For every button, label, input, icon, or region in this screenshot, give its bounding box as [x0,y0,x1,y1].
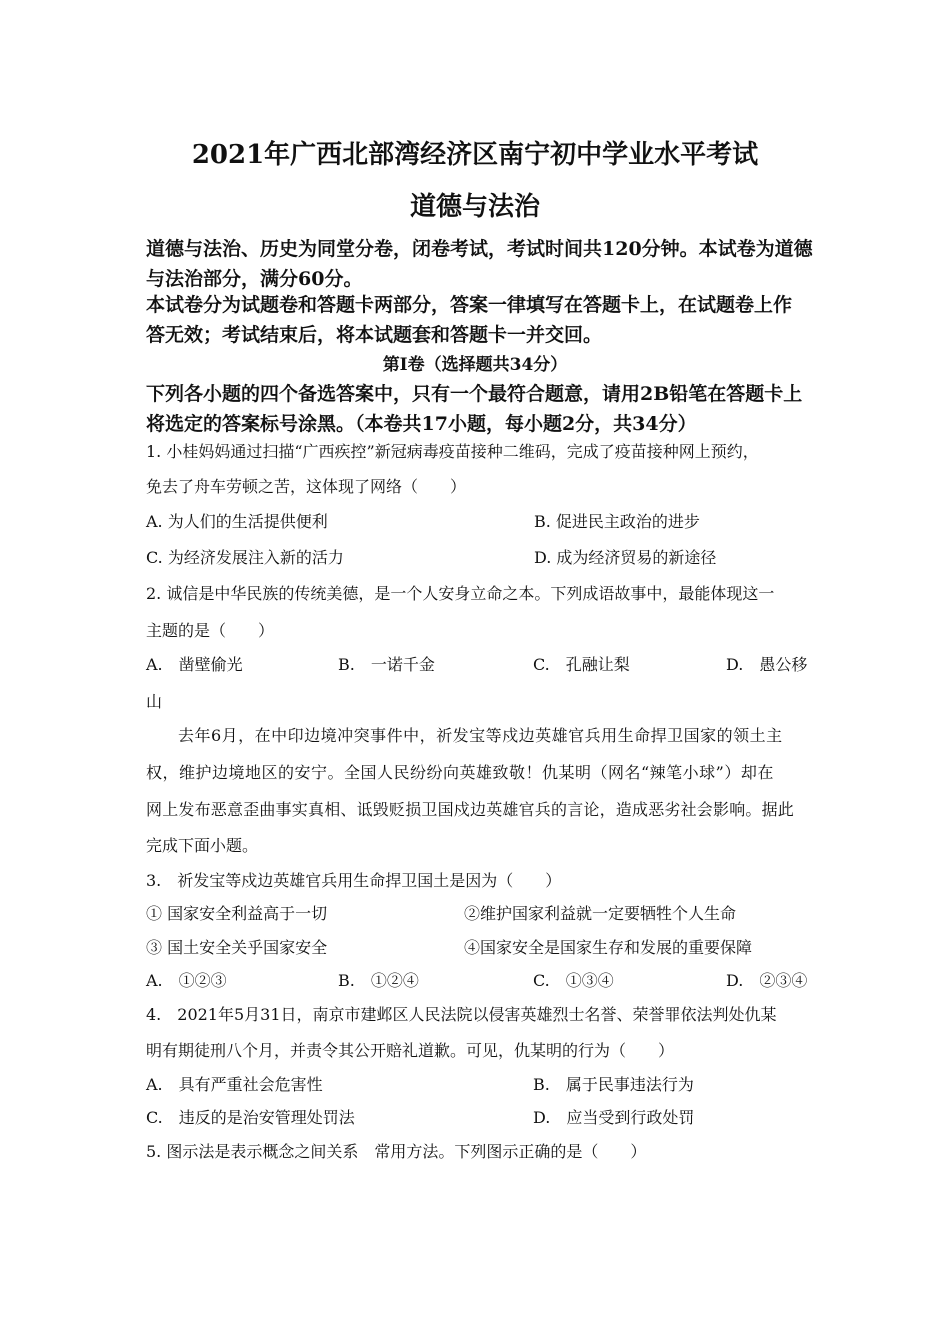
question-2-option-a: A. 凿壁偷光 [146,655,243,674]
question-3-stem: 3. 祈发宝等戍边英雄官兵用生命捍卫国土是因为（ ） [146,871,562,890]
question-1-option-b: B. 促进民主政治的进步 [534,512,700,531]
question-1-option-d: D. 成为经济贸易的新途径 [534,548,717,567]
question-5-stem: 5. 图示法是表示概念之间关系 常用方法。下列图示正确的是（ ） [146,1142,647,1161]
exam-title: 2021年广西北部湾经济区南宁初中学业水平考试 [191,140,759,170]
question-1-stem: 免去了舟车劳顿之苦，这体现了网络（ ） [146,477,467,496]
instruction-line: 与法治部分，满分60分。 [146,268,363,290]
instruction-line: 道德与法治、历史为同堂分卷，闭卷考试，考试时间共120分钟。本试卷为道德 [146,238,813,260]
question-4-option-c: C. 违反的是治安管理处罚法 [146,1108,355,1127]
reading-passage-line: 网上发布恶意歪曲事实真相、诋毁贬损卫国戍边英雄官兵的言论，造成恶劣社会影响。据此 [146,800,795,819]
question-4-stem: 4. 2021年5月31日，南京市建邺区人民法院以侵害英雄烈士名誉、荣誉罪依法判处仇某 [146,1005,777,1024]
question-2-option-d-overflow: 山 [146,692,163,711]
question-1-stem: 1. 小桂妈妈通过扫描“广西疾控”新冠病毒疫苗接种二维码，完成了疫苗接种网上预约， [146,442,759,461]
question-2-option-d: D. 愚公移 [726,655,808,674]
question-2-stem: 2. 诚信是中华民族的传统美德，是一个人安身立命之本。下列成语故事中，最能体现这一 [146,584,775,603]
instruction-line: 本试卷分为试题卷和答题卡两部分，答案一律填写在答题卡上，在试题卷上作 [146,294,793,316]
question-4-stem: 明有期徒刑八个月，并责令其公开赔礼道歉。可见，仇某明的行为（ ） [146,1041,675,1060]
question-1-option-a: A. 为人们的生活提供便利 [146,512,328,531]
section-heading: 第Ⅰ卷（选择题共34分） [382,355,568,375]
question-4-option-a: A. 具有严重社会危害性 [146,1075,323,1094]
question-3-option-b: B. ①②④ [338,971,419,990]
question-3-statement-3: ③ 国土安全关乎国家安全 [146,938,328,957]
section-directions: 将选定的答案标号涂黑。（本卷共17小题，每小题2分，共34分） [146,413,697,435]
subject-title: 道德与法治 [409,192,540,222]
question-3-statement-2: ②维护国家利益就一定要牺牲个人生命 [464,904,737,923]
question-4-option-d: D. 应当受到行政处罚 [533,1108,695,1127]
instruction-line: 答无效；考试结束后，将本试题套和答题卡一并交回。 [146,324,603,346]
reading-passage-line: 完成下面小题。 [146,836,259,855]
section-directions: 下列各小题的四个备选答案中，只有一个最符合题意，请用2B铅笔在答题卡上 [146,383,803,405]
question-3-option-a: A. ①②③ [146,971,227,990]
question-3-statement-1: ① 国家安全利益高于一切 [146,904,328,923]
question-2-stem: 主题的是（ ） [146,621,275,640]
question-2-option-c: C. 孔融让梨 [533,655,630,674]
question-3-option-d: D. ②③④ [726,971,808,990]
question-4-option-b: B. 属于民事违法行为 [533,1075,694,1094]
question-3-statement-4: ④国家安全是国家生存和发展的重要保障 [464,938,753,957]
reading-passage-line: 去年6月，在中印边境冲突事件中，祈发宝等戍边英雄官兵用生命捍卫国家的领土主 [178,726,783,745]
question-1-option-c: C. 为经济发展注入新的活力 [146,548,344,567]
question-2-option-b: B. 一诺千金 [338,655,435,674]
question-3-option-c: C. ①③④ [533,971,614,990]
reading-passage-line: 权，维护边境地区的安宁。全国人民纷纷向英雄致敬！仇某明（网名“辣笔小球”）却在 [146,763,774,782]
